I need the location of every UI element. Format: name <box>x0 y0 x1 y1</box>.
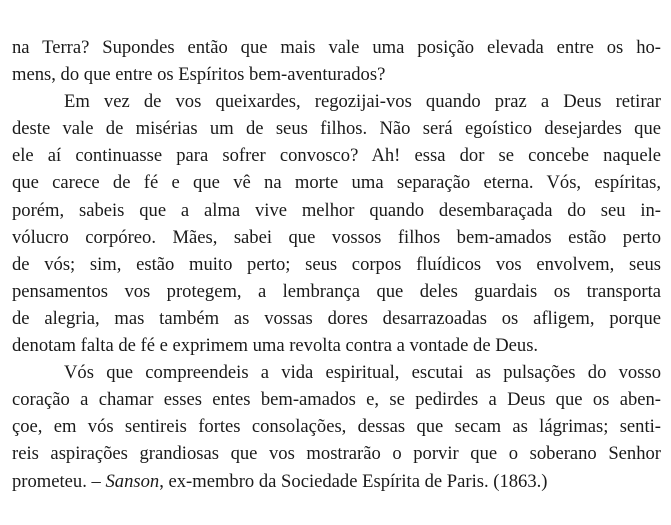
final-suffix: , ex-membro da Sociedade Espírita de Paris. (1863.) <box>159 470 548 492</box>
text-line: ele aí continuasse para sofrer convosco? Ah! essa dor se concebe naquele <box>12 145 661 167</box>
text-line: pensamentos vos protegem, a lembrança que deles guardais os transporta <box>12 280 661 302</box>
text-line: coração a chamar esses entes bem-amados e, se pedirdes a Deus que os aben- <box>12 389 661 411</box>
text-line: de vós; sim, estão muito perto; seus corpos fluídicos vos envolvem, seus <box>12 253 661 275</box>
text-line: Em vez de vos queixardes, regozijai-vos quando praz a Deus retirar <box>64 91 661 113</box>
text-line: reis aspirações grandiosas que vos mostrarão o porvir que o soberano Senhor <box>12 443 661 465</box>
text-line: porém, sabeis que a alma vive melhor quando desembaraçada do seu in- <box>12 199 661 221</box>
paragraph-consolation <box>12 88 661 359</box>
text-line: denotam falta de fé e exprimem uma revolta contra a vontade de Deus. <box>12 335 539 357</box>
paragraph-continuation <box>12 34 661 88</box>
text-line: vólucro corpóreo. Mães, sabei que vossos filhos bem-amados estão perto <box>12 226 661 248</box>
author-signature: Sanson <box>105 470 160 492</box>
text-line: que carece de fé e que vê na morte uma separação eterna. Vós, espíritas, <box>12 172 661 194</box>
text-line: de alegria, mas também as vossas dores desarrazoadas os afligem, porque <box>12 307 661 329</box>
text-line-signature <box>12 468 661 495</box>
text-line: mens, do que entre os Espíritos bem-aventurados? <box>12 64 386 86</box>
text-line: deste vale de misérias um de seus filhos. Não será egoístico desejardes que <box>12 118 661 140</box>
text-line: na Terra? Supondes então que mais vale uma posição elevada entre os ho- <box>12 37 661 58</box>
paragraph-spiritual-life <box>12 359 661 494</box>
final-prefix: prometeu. – <box>12 470 106 492</box>
text-line: çoe, em vós sentireis fortes consolações, dessas que secam as lágrimas; senti- <box>12 416 661 438</box>
text-line: Vós que compreendeis a vida espiritual, escutai as pulsações do vosso <box>64 362 661 384</box>
